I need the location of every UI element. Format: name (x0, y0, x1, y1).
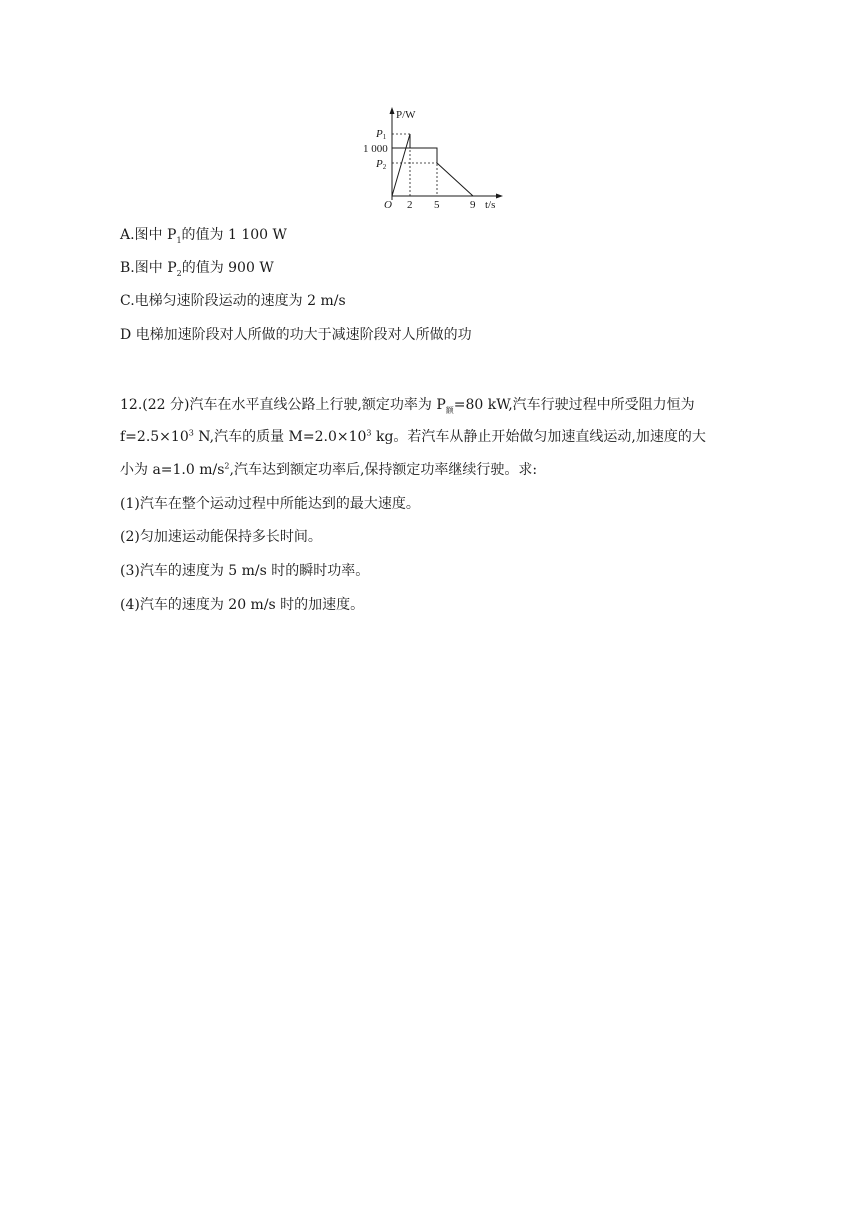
y-tick-1000: 1 000 (363, 143, 388, 155)
question-12-line-2 (120, 427, 706, 447)
option-c: C.电梯匀速阶段运动的速度为 2 m/s (120, 293, 346, 309)
x-tick-2: 2 (407, 199, 413, 210)
rated-subscript: 额 (445, 405, 454, 415)
x-axis-arrow (496, 194, 503, 199)
origin-label: O (384, 199, 392, 210)
exponent-squared: 2 (224, 461, 230, 471)
x-tick-9: 9 (470, 199, 476, 210)
x-axis-label: t/s (485, 199, 496, 210)
option-b-text: B.图中 P (120, 260, 177, 276)
power-time-graph (360, 104, 510, 210)
option-b (120, 258, 274, 278)
sub-question-3: (3)汽车的速度为 5 m/s 时的瞬时功率。 (120, 563, 370, 579)
q12-line3-text: 小为 a=1.0 m/s (120, 462, 225, 478)
exponent-2: 3 (366, 428, 372, 438)
y-axis-arrow (390, 107, 395, 114)
question-12-line-3 (120, 460, 537, 480)
option-a-text: A.图中 P (120, 227, 177, 243)
q12-line3-text-rest: ,汽车达到额定功率后,保持额定功率继续行驶。求: (229, 462, 538, 478)
sub-question-4: (4)汽车的速度为 20 m/s 时的加速度。 (120, 597, 365, 613)
sub-question-1: (1)汽车在整个运动过程中所能达到的最大速度。 (120, 496, 420, 512)
exponent-1: 3 (188, 428, 194, 438)
q12-line2-text: f=2.5×10 (120, 429, 189, 445)
q12-line2-text-rest: kg。若汽车从静止开始做匀加速直线运动,加速度的大 (371, 429, 706, 445)
dashed-guides (392, 134, 437, 196)
power-time-graph-svg (360, 104, 510, 210)
option-a-text-rest: 的值为 1 100 W (181, 227, 287, 243)
sub-question-2: (2)匀加速运动能保持多长时间。 (120, 529, 322, 545)
option-b-subscript: 2 (176, 268, 182, 278)
question-12-line-1 (120, 395, 695, 415)
p1-tick-label: P1 (376, 128, 387, 141)
option-a (120, 225, 287, 245)
power-curve (392, 134, 473, 196)
x-tick-5: 5 (434, 199, 440, 210)
option-b-text-rest: 的值为 900 W (181, 260, 274, 276)
q12-line1-text: 12.(22 分)汽车在水平直线公路上行驶,额定功率为 P (120, 397, 446, 413)
y-axis-label: P/W (396, 109, 416, 121)
q12-line1-text-rest: =80 kW,汽车行驶过程中所受阻力恒为 (453, 397, 695, 413)
p2-tick-label: P2 (376, 158, 387, 171)
q12-line2-mid: N,汽车的质量 M=2.0×10 (193, 429, 367, 445)
option-d: D 电梯加速阶段对人所做的功大于减速阶段对人所做的功 (120, 327, 472, 343)
option-a-subscript: 1 (176, 235, 182, 245)
